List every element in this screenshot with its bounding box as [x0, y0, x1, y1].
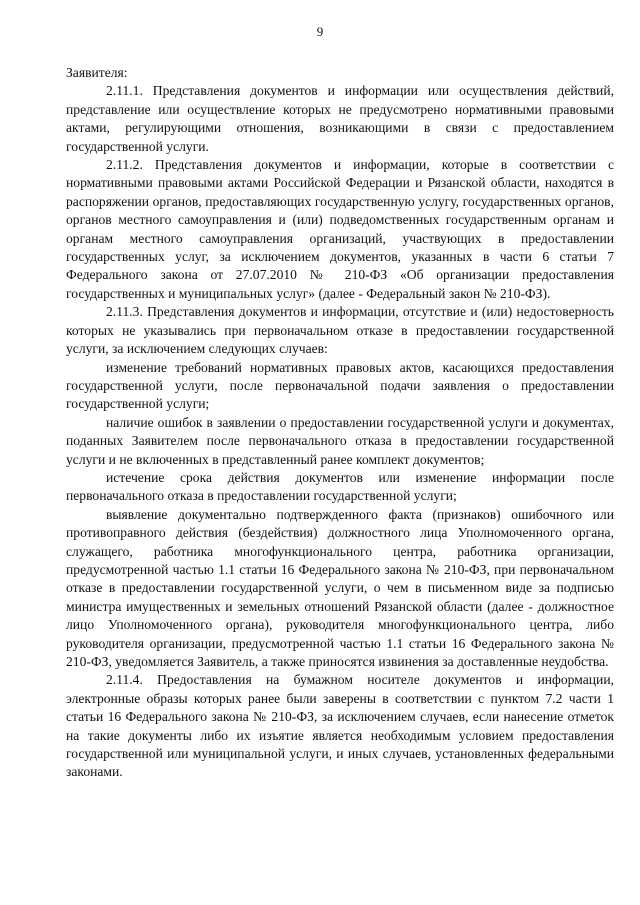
- document-body: [66, 64, 614, 782]
- page-number: 9: [316, 24, 324, 39]
- paragraph-2-11-1: 2.11.1. Представления документов и информации или осуществления действий, представление или осуществление которых не предусмотрено нормативными правовыми актами, регулирующими отношения, возникающими в связи с предоставлением государственной услуги.: [66, 83, 614, 154]
- paragraph-2-11-2: 2.11.2. Представления документов и информации, которые в соответствии с нормативными правовыми актами Российской Федерации и Рязанской области, находятся в распоряжении органов, предоставляющих государственную услугу, государственных органов, органов местного самоуправления и (или) подведомственных государственным органам и органам местного самоуправления организаций, участвующих в предоставлении государственных услуг, за исключением документов, указанных в части 6 статьи 7 Федерального закона от 27.07.2010 № 210-ФЗ «Об организации предоставления государственных и муниципальных услуг» (далее - Федеральный закон № 210-ФЗ).: [66, 157, 614, 301]
- paragraph-exception-2: наличие ошибок в заявлении о предоставлении государственной услуги и документах, поданных Заявителем после первоначального отказа в предоставлении государственной услуги и не включенных в представленный ранее комплект документов;: [66, 414, 614, 467]
- paragraph-2-11-3: 2.11.3. Представления документов и информации, отсутствие и (или) недостоверность которых не указывались при первоначальном отказе в предоставлении государственной услуги, за исключением следующих случаев:: [66, 304, 614, 357]
- paragraph-exception-4: выявление документально подтвержденного факта (признаков) ошибочного или противоправного действия (бездействия) должностного лица Уполномоченного органа, служащего, работника многофункционального центра, работника организации, предусмотренной частью 1.1 статьи 16 Федерального закона № 210-ФЗ, при первоначальном отказе в предоставлении государственной услуги, о чем в письменном виде за подписью министра имущественных и земельных отношений Рязанской области (далее - должностное лицо Уполномоченного органа), руководителя многофункционального центра, либо руководителя организации, предусмотренной частью 1.1 статьи 16 Федерального закона № 210-ФЗ, уведомляется Заявитель, а также приносятся извинения за доставленные неудобства.: [66, 506, 614, 669]
- paragraph-applicant-heading: Заявителя:: [66, 65, 128, 80]
- paragraph-exception-3: истечение срока действия документов или изменение информации после первоначального отказа в предоставлении государственной услуги;: [66, 469, 614, 504]
- paragraph-exception-1: изменение требований нормативных правовых актов, касающихся предоставления государственной услуги, после первоначальной подачи заявления о предоставлении государственной услуги;: [66, 359, 614, 412]
- paragraph-2-11-4: 2.11.4. Предоставления на бумажном носителе документов и информации, электронные образы которых ранее были заверены в соответствии с пунктом 7.2 части 1 статьи 16 Федерального закона № 210-ФЗ, за исключением случаев, если нанесение отметок на такие документы либо их изъятие является необходимым условием предоставления государственной или муниципальной услуги, и иных случаев, установленных федеральными законами.: [66, 672, 614, 780]
